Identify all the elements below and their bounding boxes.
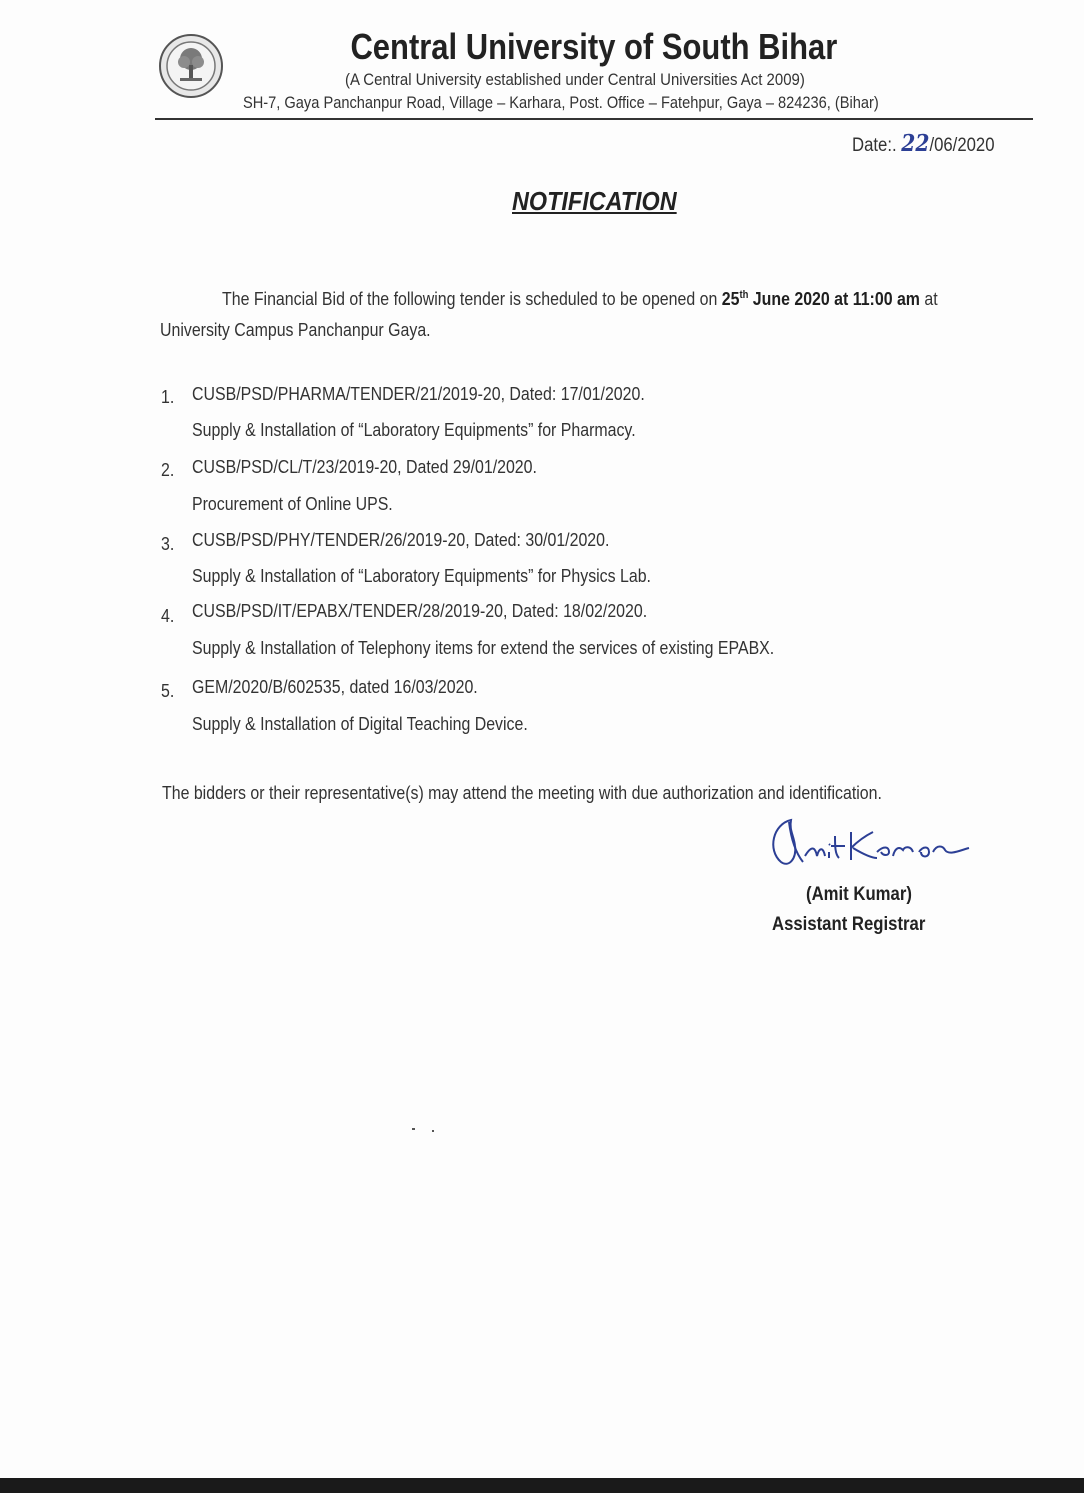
list-item-description: Procurement of Online UPS.: [192, 493, 393, 514]
list-item-ref: CUSB/PSD/PHY/TENDER/26/2019-20, Dated: 30/01/2020.: [192, 529, 610, 550]
closing-paragraph: The bidders or their representative(s) may attend the meeting with due authorization and identification.: [162, 782, 882, 803]
intro-date-bold: [722, 288, 920, 309]
intro-line-2: University Campus Panchanpur Gaya.: [160, 319, 431, 340]
signature-text: AmitKumar: [765, 812, 770, 813]
university-address: SH-7, Gaya Panchanpur Road, Village – Karhara, Post. Office – Fatehpur, Gaya – 824236, (Bihar): [243, 93, 879, 112]
header-divider: [155, 118, 1033, 120]
date-prefix: Date:.: [852, 135, 902, 156]
list-item-ref: CUSB/PSD/PHARMA/TENDER/21/2019-20, Dated: 17/01/2020.: [192, 383, 645, 404]
list-item-description: Supply & Installation of Digital Teaching Device.: [192, 713, 528, 734]
signatory-name: (Amit Kumar): [806, 884, 912, 905]
page-title: NOTIFICATION: [512, 186, 677, 216]
university-name: Central University of South Bihar: [350, 26, 838, 67]
signatory-designation: Assistant Registrar: [772, 914, 926, 935]
intro-text: The Financial Bid of the following tender is scheduled to be opened on: [222, 288, 722, 309]
intro-day: 25: [721, 288, 740, 309]
list-item-description: Supply & Installation of Telephony items for extend the services of existing EPABX.: [192, 637, 775, 658]
list-item-number: 1.: [161, 386, 175, 407]
notification-date: [852, 130, 995, 157]
scan-bottom-edge: [0, 1478, 1084, 1493]
list-item-number: 2.: [161, 459, 175, 480]
list-item-ref: CUSB/PSD/CL/T/23/2019-20, Dated 29/01/2020.: [192, 456, 537, 477]
university-subtitle: (A Central University established under Central Universities Act 2009): [345, 70, 805, 89]
list-item-number: 4.: [161, 605, 175, 626]
list-item-description: Supply & Installation of “Laboratory Equipments” for Physics Lab.: [192, 565, 651, 586]
date-day-handwritten: 22: [901, 130, 930, 157]
list-item-ref: CUSB/PSD/IT/EPABX/TENDER/28/2019-20, Dated: 18/02/2020.: [192, 600, 648, 621]
list-item-number: 3.: [161, 533, 175, 554]
date-rest: /06/2020: [929, 135, 995, 156]
scan-speck: [412, 1128, 415, 1130]
scan-speck: [432, 1130, 434, 1132]
intro-day-suffix: th: [739, 288, 749, 301]
list-item-number: 5.: [161, 680, 175, 701]
intro-line-1: [222, 288, 938, 310]
list-item-ref: GEM/2020/B/602535, dated 16/03/2020.: [192, 676, 478, 697]
intro-date-rest: June 2020 at 11:00 am: [748, 288, 920, 309]
list-item-description: Supply & Installation of “Laboratory Equipments” for Pharmacy.: [192, 419, 636, 440]
intro-text-end: at: [919, 288, 938, 309]
handwritten-signature: [765, 812, 1005, 892]
